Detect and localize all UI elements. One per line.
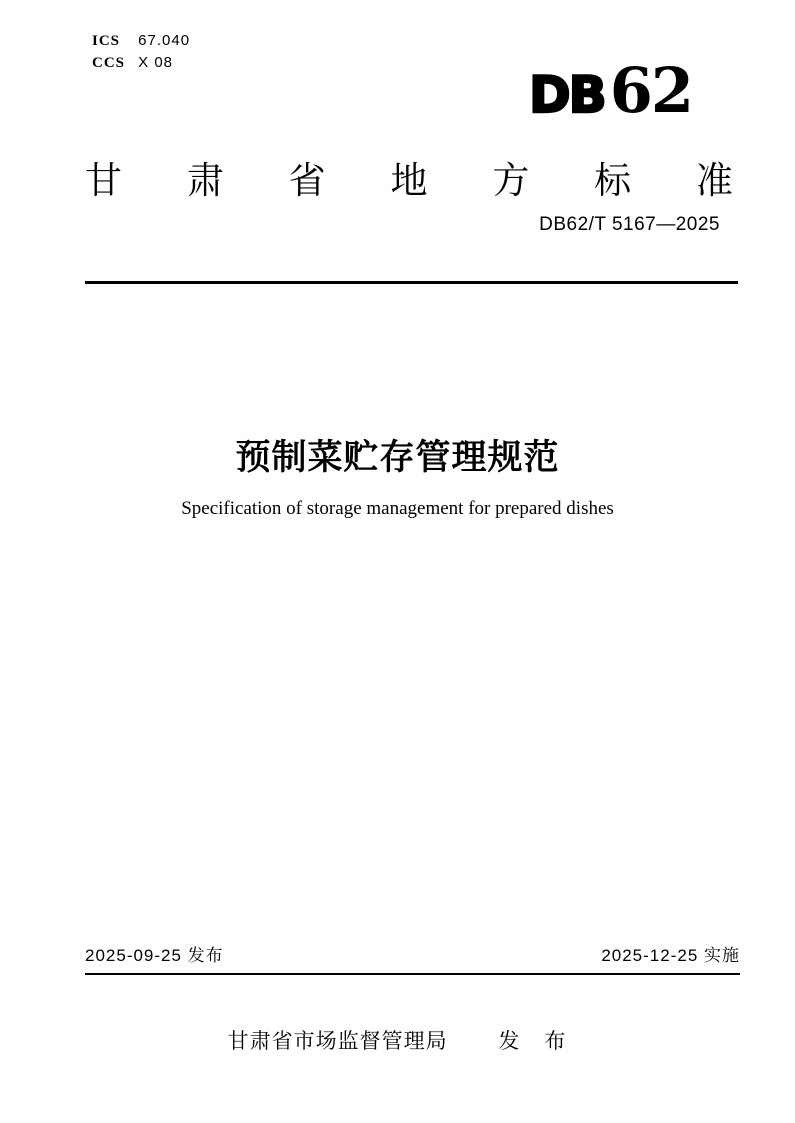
- document-title-english: Specification of storage management for prepared dishes: [181, 498, 614, 519]
- standard-type-char: 准: [695, 160, 733, 201]
- classification-codes: [92, 30, 190, 74]
- ics-value: 67.040: [138, 32, 191, 49]
- standard-type-char: 肃: [186, 160, 224, 201]
- issue-date: 2025-09-25 发布: [85, 946, 224, 965]
- db62-logo: [529, 54, 692, 127]
- standard-number: DB62/T 5167—2025: [539, 214, 720, 235]
- ccs-value: X 08: [138, 54, 174, 71]
- header-divider-line: [85, 281, 738, 284]
- ccs-label: CCS: [92, 55, 126, 71]
- ics-label: ICS: [92, 33, 121, 49]
- dates-row: [85, 941, 740, 975]
- ccs-code-line: [92, 52, 190, 74]
- db-logo-letters: DB: [529, 66, 605, 124]
- implement-date: 2025-12-25 实施: [601, 946, 740, 965]
- standard-type-char: 省: [288, 160, 326, 201]
- standard-type-char: 甘: [85, 160, 122, 201]
- db-logo-region-code: 62: [609, 54, 692, 127]
- publish-word: 发 布: [498, 1030, 568, 1053]
- publisher-name: 甘肃省市场监督管理局: [227, 1030, 448, 1053]
- standard-type-char: 地: [390, 160, 428, 201]
- publisher-row: [0, 1025, 795, 1055]
- ics-code-line: [92, 30, 190, 52]
- standard-type-char: 标: [594, 160, 632, 201]
- standard-type-title: [85, 150, 733, 204]
- standard-type-char: 方: [492, 160, 530, 201]
- document-title-chinese: 预制菜贮存管理规范: [235, 438, 560, 477]
